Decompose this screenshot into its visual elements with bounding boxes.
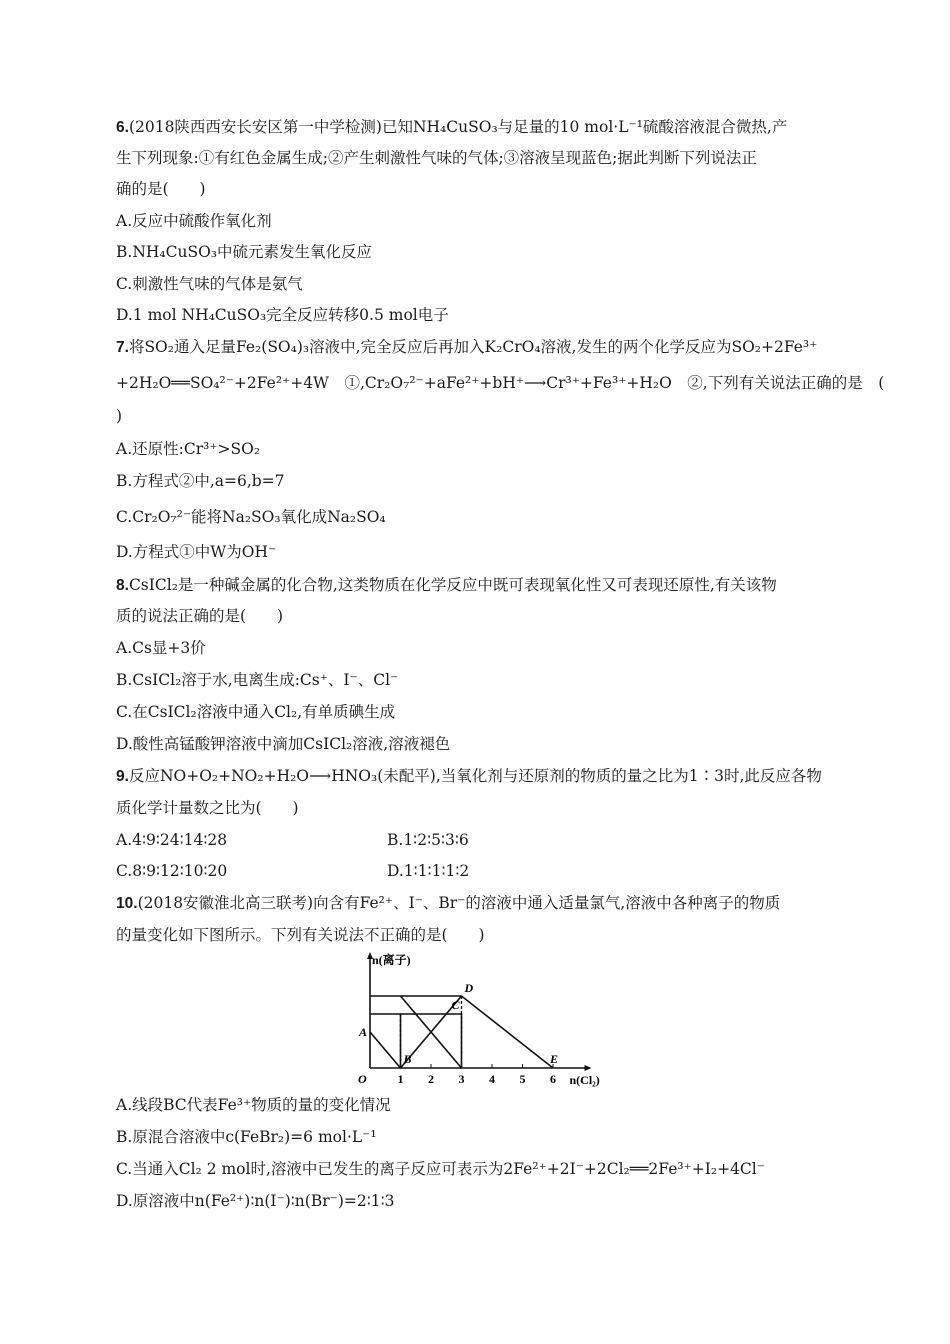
q6-option-c: C.刺激性气味的气体是氨气 [116, 275, 303, 293]
x-axis-label: n(Cl₂) [569, 1073, 600, 1087]
q7-line2: +2H₂O══SO₄²⁻+2Fe²⁺+4W ①,Cr₂O₇²⁻+aFe²⁺+bH⁺⟶Cr³⁺+Fe³⁺+H₂O ②,下列有关说法正确的是 ( [116, 374, 885, 392]
y-axis-label: n(离子) [372, 953, 411, 967]
q7-option-d: D.方程式①中W为OH⁻ [116, 543, 277, 561]
origin-label: O [358, 1072, 367, 1086]
x-tick-label-5: 5 [519, 1072, 526, 1086]
point-label-D: D [464, 981, 474, 995]
q10-number: 10. [116, 895, 138, 912]
q10-line1: 10.(2018安徽淮北高三联考)向含有Fe²⁺、I⁻、Br⁻的溶液中通入适量氯气,溶液中各种离子的物质 [116, 894, 781, 912]
q6-option-d: D.1 mol NH₄CuSO₃完全反应转移0.5 mol电子 [116, 306, 449, 324]
q6-number: 6. [116, 119, 129, 136]
q9-option-b: B.1∶2∶5∶3∶6 [387, 831, 469, 849]
x-tick-label-6: 6 [550, 1072, 556, 1086]
q9-option-d: D.1∶1∶1∶1∶2 [387, 862, 470, 880]
x-tick-label-2: 2 [428, 1072, 434, 1086]
q6-line3: 确的是( ) [116, 180, 206, 198]
point-label-C: C [451, 998, 460, 1012]
q8-line2: 质的说法正确的是( ) [116, 607, 284, 625]
q6-option-a: A.反应中硫酸作氧化剂 [116, 212, 272, 230]
q9-line2: 质化学计量数之比为( ) [116, 799, 299, 817]
q10-option-b: B.原混合溶液中c(FeBr₂)=6 mol·L⁻¹ [116, 1128, 377, 1146]
q7-option-c: C.Cr₂O₇²⁻能将Na₂SO₃氧化成Na₂SO₄ [116, 508, 386, 526]
q8-option-b: B.CsICl₂溶于水,电离生成:Cs⁺、I⁻、Cl⁻ [116, 671, 399, 689]
q8-line1: 8.CsICl₂是一种碱金属的化合物,这类物质在化学反应中既可表现氧化性又可表现还原性,有关该物 [116, 576, 777, 594]
q8-option-a: A.Cs显+3价 [116, 639, 206, 657]
q6-line2: 生下列现象:①有红色金属生成;②产生刺激性气味的气体;③溶液呈现蓝色;据此判断下列说法正 [116, 149, 757, 167]
series-segment-5 [370, 1014, 401, 1068]
q7-option-a: A.还原性:Cr³⁺>SO₂ [116, 440, 261, 458]
q10-option-c: C.当通入Cl₂ 2 mol时,溶液中已发生的离子反应可表示为2Fe²⁺+2I⁻+2Cl₂══2Fe³⁺+I₂+4Cl⁻ [116, 1160, 765, 1178]
point-label-A: A [359, 1025, 368, 1039]
q10-option-d: D.原溶液中n(Fe²⁺)∶n(I⁻)∶n(Br⁻)=2∶1∶3 [116, 1192, 395, 1210]
x-tick-label-4: 4 [489, 1072, 495, 1086]
x-tick-label-3: 3 [458, 1072, 465, 1086]
q10-line2: 的量变化如下图所示。下列有关说法不正确的是( ) [116, 926, 485, 944]
q6-option-b: B.NH₄CuSO₃中硫元素发生氧化反应 [116, 243, 372, 261]
q7-number: 7. [116, 339, 129, 356]
q9-number: 9. [116, 768, 129, 785]
q8-option-d: D.酸性高锰酸钾溶液中滴加CsICl₂溶液,溶液褪色 [116, 735, 451, 753]
q7-option-b: B.方程式②中,a=6,b=7 [116, 472, 285, 490]
q9-option-c: C.8∶9∶12∶10∶20 [116, 862, 228, 880]
x-tick-label-1: 1 [397, 1072, 404, 1086]
point-label-E: E [550, 1052, 559, 1066]
series-segment-2 [370, 1032, 401, 1068]
x-axis-arrow [585, 1065, 592, 1071]
q9-option-a: A.4∶9∶24∶14∶28 [116, 831, 228, 849]
point-label-B: B [403, 1052, 412, 1066]
q8-number: 8. [116, 577, 129, 594]
ion-amount-chart [350, 950, 610, 1090]
q6-line1: 6.(2018陕西西安长安区第一中学检测)已知NH₄CuSO₃与足量的10 mol·L⁻¹硫酸溶液混合微热,产 [116, 118, 788, 136]
q8-option-c: C.在CsICl₂溶液中通入Cl₂,有单质碘生成 [116, 703, 396, 721]
q10-option-a: A.线段BC代表Fe³⁺物质的量的变化情况 [116, 1096, 391, 1114]
q7-line3: ) [116, 407, 123, 425]
q7-line1: 7.将SO₂通入足量Fe₂(SO₄)₃溶液中,完全反应后再加入K₂CrO₄溶液,发生的两个化学反应为SO₂+2Fe³⁺ [116, 338, 818, 356]
q9-line1: 9.反应NO+O₂+NO₂+H₂O⟶HNO₃(未配平),当氧化剂与还原剂的物质的量之比为1∶3时,此反应各物 [116, 767, 822, 785]
